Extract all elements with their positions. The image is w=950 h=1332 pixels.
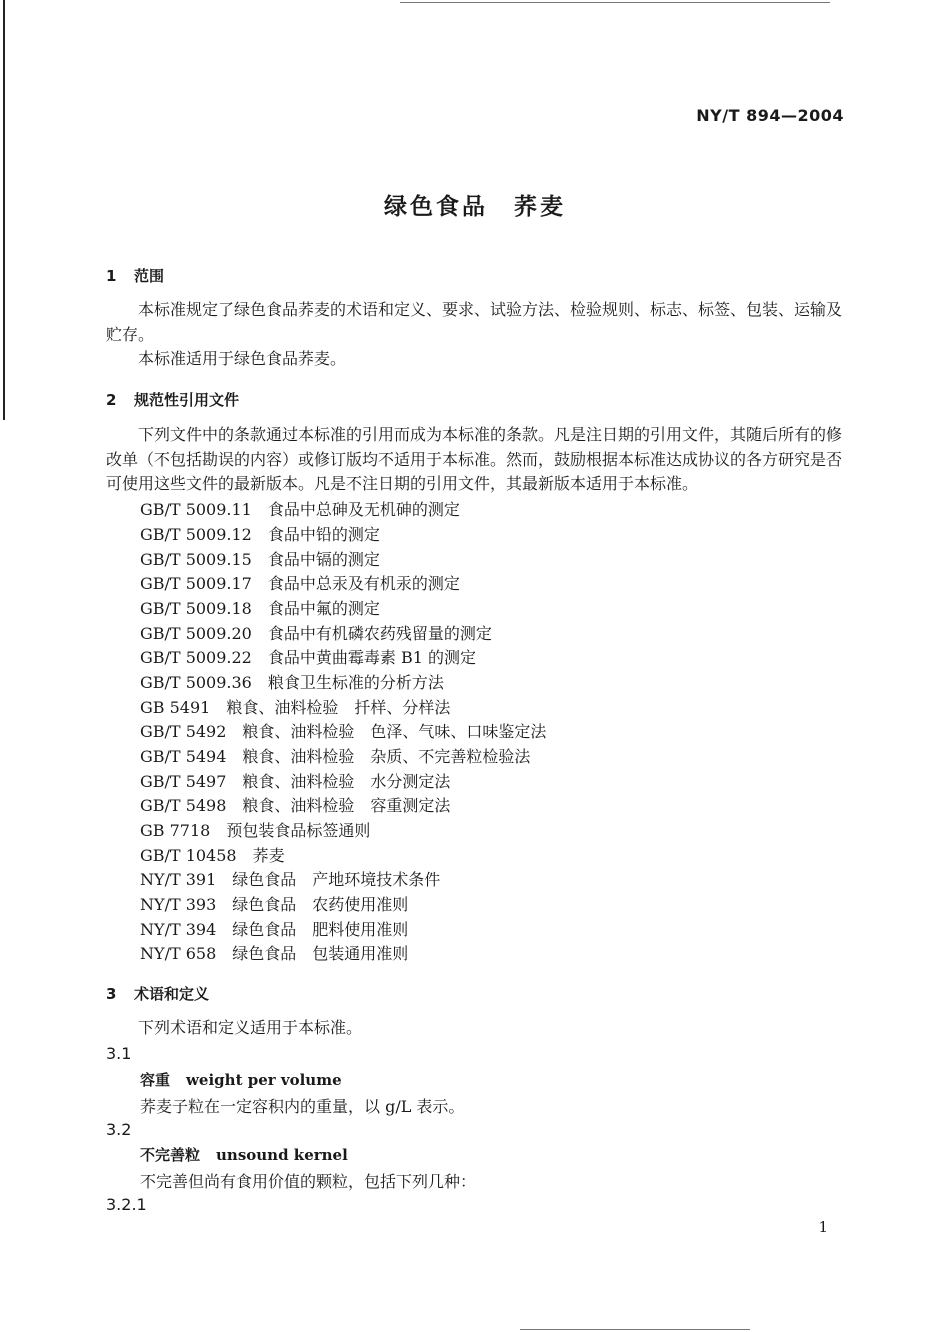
term-en: unsound kernel [216,1146,348,1164]
ref-item: GB/T 5009.20 食品中有机磷农药残留量的测定 [140,624,492,643]
section-3-para-1: 下列术语和定义适用于本标准。 [138,1018,363,1037]
term-weight-per-volume [140,1069,342,1090]
section-1-heading [106,265,164,286]
term-cn: 不完善粒 [140,1146,201,1164]
ref-item: GB/T 5497 粮食、油料检验 水分测定法 [140,772,451,791]
ref-item: GB/T 5009.18 食品中氟的测定 [140,599,380,618]
clause-3-1-number: 3.1 [106,1044,132,1063]
term-en: weight per volume [186,1071,342,1089]
clause-3-2-number: 3.2 [106,1120,132,1139]
section-3-title: 术语和定义 [134,985,210,1003]
ref-item: GB/T 5009.36 粮食卫生标准的分析方法 [140,673,444,692]
section-2-para-1: 下列文件中的条款通过本标准的引用而成为本标准的条款。凡是注日期的引用文件，其随后所有的修改单（不包括勘误的内容）或修订版均不适用于本标准。然而，鼓励根据本标准达成协议的各方研究是否可使用这些文件的最新版本。凡是不注日期的引用文件，其最新版本适用于本标准。 [106,425,843,494]
section-2-heading [106,389,239,410]
section-1-title: 范围 [134,267,165,285]
section-2-number: 2 [106,391,117,409]
ref-item: GB/T 5009.15 食品中镉的测定 [140,550,380,569]
ref-item: GB/T 5009.12 食品中铅的测定 [140,525,380,544]
ref-item: NY/T 391 绿色食品 产地环境技术条件 [140,870,441,889]
section-1-number: 1 [106,267,117,285]
section-3-heading [106,983,209,1004]
section-3-number: 3 [106,985,117,1003]
section-1-para-2: 本标准适用于绿色食品荞麦。 [138,349,347,368]
ref-item: GB/T 5009.22 食品中黄曲霉毒素 B1 的测定 [140,648,476,667]
document-title: 绿色食品 荞麦 [384,194,566,220]
ref-item: GB 5491 粮食、油料检验 扦样、分样法 [140,698,451,717]
scan-edge-bottom [520,1329,750,1330]
ref-item: GB/T 5498 粮食、油料检验 容重测定法 [140,796,451,815]
ref-item: NY/T 394 绿色食品 肥料使用准则 [140,920,409,939]
term-cn: 容重 [140,1071,171,1089]
scan-edge-top [400,2,830,3]
ref-item: GB 7718 预包装食品标签通则 [140,821,371,840]
clause-3-2-1-number: 3.2.1 [106,1195,147,1214]
term-definition: 荞麦子粒在一定容积内的重量，以 g/L 表示。 [140,1097,465,1116]
standard-number: NY/T 894—2004 [696,106,844,125]
ref-item: GB/T 5009.17 食品中总汞及有机汞的测定 [140,574,460,593]
term-definition: 不完善但尚有食用价值的颗粒，包括下列几种： [140,1172,477,1191]
page-number: 1 [818,1218,828,1236]
ref-item: GB/T 5009.11 食品中总砷及无机砷的测定 [140,500,460,519]
ref-item: NY/T 393 绿色食品 农药使用准则 [140,895,409,914]
ref-item: GB/T 5494 粮食、油料检验 杂质、不完善粒检验法 [140,747,531,766]
ref-item: GB/T 10458 荞麦 [140,846,285,865]
section-2-title: 规范性引用文件 [134,391,240,409]
ref-item: NY/T 658 绿色食品 包装通用准则 [140,944,409,963]
section-1-para-1: 本标准规定了绿色食品荞麦的术语和定义、要求、试验方法、检验规则、标志、标签、包装、运输及贮存。 [106,300,843,344]
term-unsound-kernel [140,1144,348,1165]
ref-item: GB/T 5492 粮食、油料检验 色泽、气味、口味鉴定法 [140,722,547,741]
